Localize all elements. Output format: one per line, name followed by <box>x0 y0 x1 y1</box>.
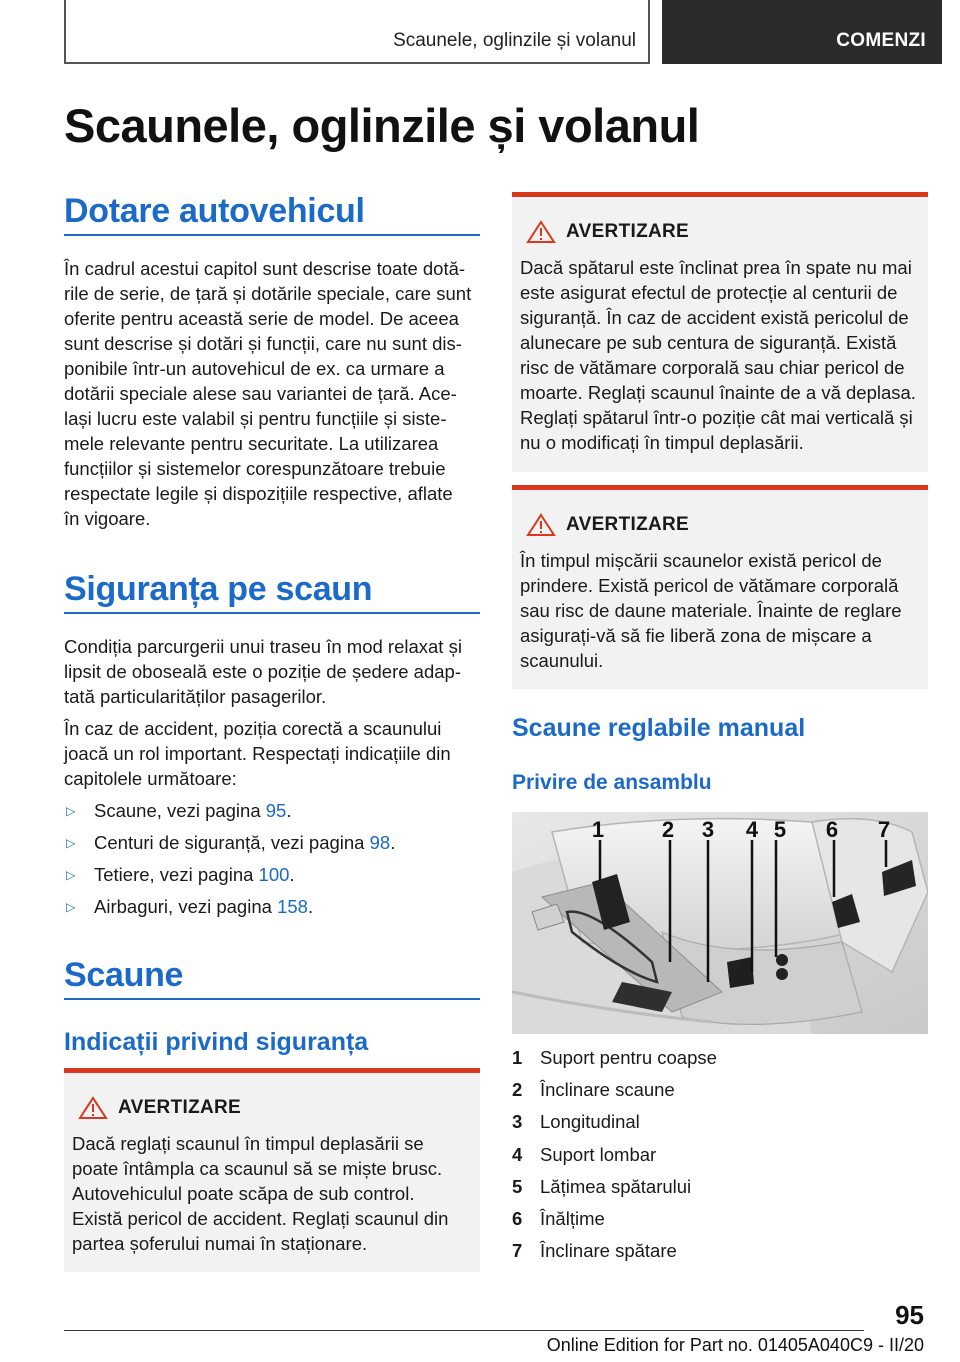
warning-title: AVERTIZARE <box>566 514 689 535</box>
triangle-bullet-icon: ▷ <box>66 804 76 818</box>
text-line: Autovehiculul poate scăpa de sub control. <box>72 1183 415 1204</box>
callout-1: 1 <box>591 817 605 842</box>
legend-item <box>512 1076 928 1108</box>
siguranta-paragraph-1 <box>64 634 480 709</box>
text-line: În caz de accident, poziția corectă a scaunului <box>64 718 442 739</box>
callout-3: 3 <box>701 817 715 842</box>
legend-label: Longitudinal <box>540 1111 640 1133</box>
text-line: moarte. Reglați scaunul înainte de a vă deplasa. <box>520 382 916 403</box>
text-line: ponibile într-un autovehicul de ex. ca urmare a <box>64 358 445 379</box>
legend-item <box>512 1173 928 1205</box>
page-link[interactable]: 100 <box>258 864 290 885</box>
text-line: lași lucru este valabil și pentru funcțiile și siste‐ <box>64 408 447 429</box>
text-line: oferite pentru această serie de model. De aceea <box>64 308 459 329</box>
legend-number: 2 <box>512 1079 523 1101</box>
legend-label: Suport lombar <box>540 1143 657 1165</box>
text-line: lipsit de oboseală este o poziție de ședere adap‐ <box>64 661 461 682</box>
legend-number: 7 <box>512 1240 523 1262</box>
list-item <box>64 830 480 862</box>
list-item-text: Tetiere, vezi pagina <box>94 864 259 885</box>
legend-label: Suport pentru coapse <box>540 1047 717 1068</box>
text-line: în vigoare. <box>64 508 151 529</box>
legend-number: 1 <box>512 1047 523 1068</box>
text-line: joacă un rol important. Respectați indicațiile din <box>64 743 451 764</box>
page-link[interactable]: 158 <box>277 896 308 917</box>
seat-controls-figure <box>512 812 928 1034</box>
list-item <box>64 894 480 926</box>
header-chapter-label: COMENZI <box>836 30 926 51</box>
siguranta-paragraph-2 <box>64 716 480 791</box>
heading-rule <box>64 998 480 1000</box>
list-item-text: Centuri de siguranță, vezi pagina <box>94 832 370 853</box>
text-line: mele relevante pentru securitate. La utilizarea <box>64 433 439 454</box>
page-title: Scaunele, oglinzile și volanul <box>64 99 700 152</box>
text-line: sunt descrise și dotări și funcții, care nu sunt dis‐ <box>64 333 462 354</box>
dotare-paragraph <box>64 256 480 531</box>
list-item-end: . <box>286 800 292 821</box>
text-line: capitolele următoare: <box>64 768 237 789</box>
heading-scaune: Scaune <box>64 956 184 994</box>
page-link[interactable]: 95 <box>265 800 287 821</box>
legend-label: Lățimea spătarului <box>540 1175 692 1197</box>
heading-siguranta: Siguranța pe scaun <box>64 570 373 608</box>
warning-triangle-icon <box>78 1096 108 1120</box>
text-line: În cadrul acestui capitol sunt descrise toate dotă‐ <box>64 258 466 279</box>
triangle-bullet-icon: ▷ <box>66 868 76 882</box>
warning-title: AVERTIZARE <box>566 221 689 242</box>
text-line: tată particularităților pasagerilor. <box>64 686 327 707</box>
list-item-text: Airbaguri, vezi pagina <box>94 896 278 917</box>
warning-text <box>72 1131 472 1256</box>
triangle-bullet-icon: ▷ <box>66 836 76 850</box>
warning-header <box>72 1095 472 1121</box>
legend-item <box>512 1237 928 1269</box>
legend-label: Înclinare scaune <box>540 1079 675 1101</box>
heading-scaune-manual: Scaune reglabile manual <box>512 714 806 742</box>
callout-4: 4 <box>745 817 759 842</box>
triangle-bullet-icon: ▷ <box>66 900 76 914</box>
text-line: Reglați spătarul într-o poziție cât mai verticală și <box>520 407 913 428</box>
text-line: respectate legile și dispozițiile respective, aflate <box>64 483 453 504</box>
list-item-text: Scaune, vezi pagina <box>94 800 266 821</box>
legend-item <box>512 1108 928 1140</box>
text-line: risc de vătămare corporală sau chiar pericol de <box>520 357 905 378</box>
list-item-end: . <box>307 896 314 917</box>
callout-5: 5 <box>773 817 787 842</box>
callout-2: 2 <box>661 817 675 842</box>
legend-number: 6 <box>512 1207 523 1229</box>
legend-number: 4 <box>512 1143 523 1165</box>
text-line: Condiția parcurgerii unui traseu în mod relaxat și <box>64 636 462 657</box>
text-line: funcțiilor și sistemelor corespunzătoare trebuie <box>64 458 446 479</box>
warning-text <box>520 255 920 455</box>
text-line: alunecare pe sub centura de siguranță. Există <box>520 332 897 353</box>
text-line: dotării speciale alese sau variantei de țară. Ace‐ <box>64 383 457 404</box>
text-line: În timpul mișcării scaunelor există pericol de <box>520 550 882 571</box>
legend-item <box>512 1205 928 1237</box>
legend-number: 5 <box>512 1175 523 1197</box>
text-line: prindere. Există pericol de vătămare corporală <box>520 575 899 596</box>
list-item-end: . <box>390 832 396 853</box>
warning-box <box>512 192 928 472</box>
list-item-end: . <box>289 864 295 885</box>
text-line: scaunului. <box>520 650 604 671</box>
callout-7: 7 <box>877 817 891 842</box>
legend-label: Înălțime <box>540 1207 605 1229</box>
text-line: este asigurat efectul de protecție al centurii de <box>520 282 898 303</box>
header-section-tab <box>64 0 650 64</box>
text-line: sau risc de daune materiale. Înainte de reglare <box>520 600 902 621</box>
page-link[interactable]: 98 <box>369 832 391 853</box>
subheading-indicatii: Indicații privind siguranța <box>64 1028 369 1056</box>
footer-edition: Online Edition for Part no. 01405A040C9 - II/20 <box>546 1335 924 1355</box>
text-line: nu o modificați în timpul deplasării. <box>520 432 804 453</box>
page-number: 95 <box>895 1300 924 1330</box>
text-line: Dacă spătarul este înclinat prea în spate nu mai <box>520 257 912 278</box>
warning-triangle-icon <box>526 513 556 537</box>
header-chapter-tab[interactable] <box>662 0 942 64</box>
figure-legend <box>512 1044 928 1269</box>
reference-list <box>64 798 480 926</box>
text-line: asigurați-vă să fie liberă zona de mișcare a <box>520 625 872 646</box>
subheading-privire: Privire de ansamblu <box>512 771 712 794</box>
callout-6: 6 <box>825 817 839 842</box>
warning-box <box>512 485 928 689</box>
heading-rule <box>64 234 480 236</box>
text-line: poate întâmpla ca scaunul să se miște brusc. <box>72 1158 443 1179</box>
warning-header <box>520 512 920 538</box>
list-item <box>64 862 480 894</box>
legend-item <box>512 1141 928 1173</box>
legend-label: Înclinare spătare <box>540 1240 677 1262</box>
warning-header <box>520 219 920 245</box>
heading-dotare: Dotare autovehicul <box>64 192 365 230</box>
text-line: Dacă reglați scaunul în timpul deplasării se <box>72 1133 424 1154</box>
text-line: siguranță. În caz de accident există pericolul de <box>520 307 909 328</box>
legend-number: 3 <box>512 1111 523 1133</box>
header-section-title: Scaunele, oglinzile și volanul <box>393 30 636 51</box>
seat-illustration <box>512 812 928 1034</box>
warning-title: AVERTIZARE <box>118 1097 241 1118</box>
list-item <box>64 798 480 830</box>
warning-box <box>64 1068 480 1272</box>
warning-triangle-icon <box>526 220 556 244</box>
heading-rule <box>64 612 480 614</box>
text-line: rile de serie, de țară și dotările speciale, care sunt <box>64 283 472 304</box>
text-line: partea șoferului numai în staționare. <box>72 1233 368 1254</box>
footer-rule <box>64 1330 864 1331</box>
warning-text <box>520 548 920 673</box>
text-line: Există pericol de accident. Reglați scaunul din <box>72 1208 449 1229</box>
legend-item <box>512 1044 928 1076</box>
